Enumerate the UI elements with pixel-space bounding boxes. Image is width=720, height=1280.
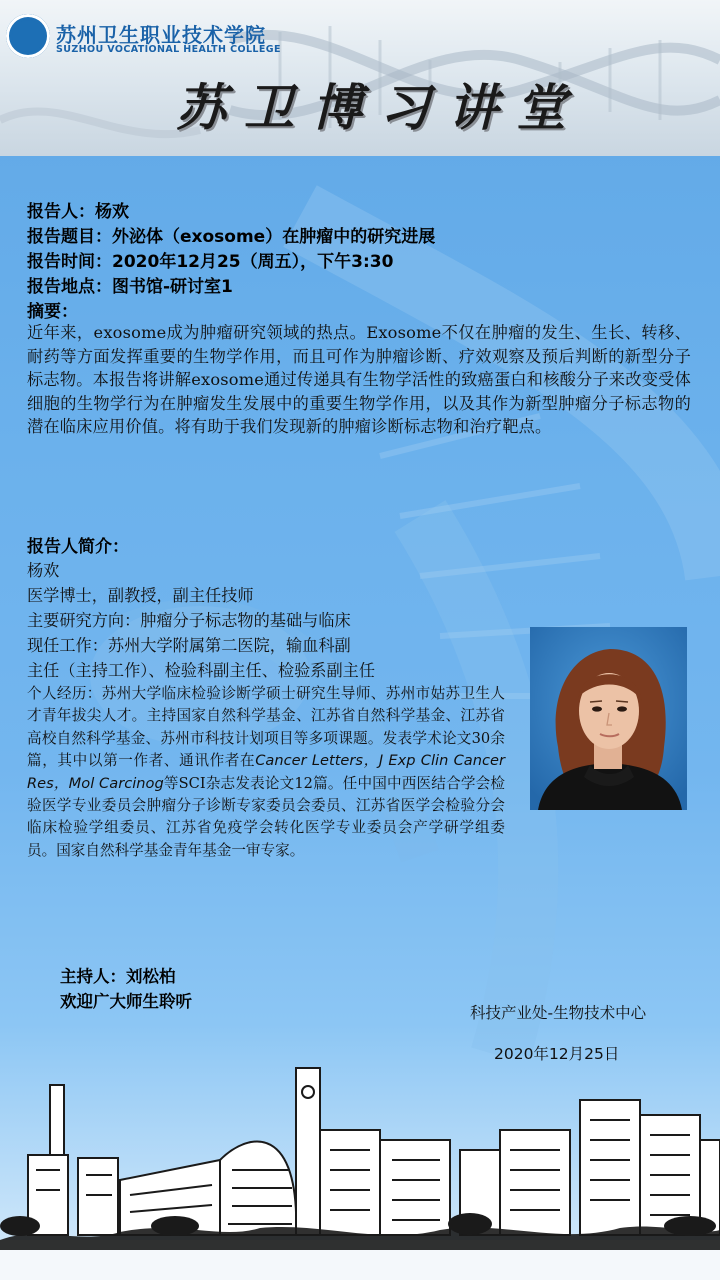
bio-detail	[27, 683, 505, 862]
topic-line: 报告题目：外泌体（exosome）在肿瘤中的研究进展	[27, 227, 436, 247]
speaker-line: 报告人：杨欢	[27, 202, 129, 222]
campus-skyline-illustration	[0, 1040, 720, 1280]
abstract-label: 摘要：	[27, 302, 78, 322]
organizer: 科技产业处-生物技术中心	[470, 1004, 647, 1022]
welcome-line: 欢迎广大师生聆听	[60, 992, 192, 1011]
bio-detail-part-a: 个人经历：苏州大学临床检验诊断学硕士研究生导师、苏州市姑苏卫生人才青年拔尖人才。主持国家自然科学基金、江苏省自然科学基金、江苏省高校自然科学基金、苏州市科技计划项目等多项课题。发表学术论文30余篇，其中以第一作者、通讯作者在	[27, 685, 505, 770]
header-banner	[0, 0, 720, 156]
college-logo-icon	[6, 14, 50, 58]
bio-work-1: 现任工作：苏州大学附属第二医院，输血科副	[27, 636, 351, 655]
bio-research: 主要研究方向：肿瘤分子标志物的基础与临床	[27, 611, 351, 630]
speaker-photo	[530, 627, 687, 810]
place-line: 报告地点：图书馆-研讨室1	[27, 277, 233, 297]
abstract-text: 近年来，exosome成为肿瘤研究领域的热点。Exosome不仅在肿瘤的发生、生长、转移、耐药等方面发挥重要的生物学作用，而且可作为肿瘤诊断、疗效观察及预后判断的新型分子标志物。本报告将讲解exosome通过传递具有生物学活性的致癌蛋白和核酸分子来改变受体细胞的生物学行为在肿瘤发生发展中的重要生物学作用，以及其作为新型肿瘤分子标志物的潜在临床应用价值。将有助于我们发现新的肿瘤诊断标志物和治疗靶点。	[27, 323, 691, 436]
bio-detail-part-b: 等SCI杂志发表论文12篇。任中国中西医结合学会检验医学专业委员会肿瘤分子诊断专家委员会委员、江苏省医学会检验分会临床检验学组委员、江苏省免疫学会转化医学专业委员会产学研学组委员。国家自然科学基金青年基金一审专家。	[27, 774, 505, 859]
college-name-en: SUZHOU VOCATIONAL HEALTH COLLEGE	[56, 44, 281, 55]
bio-title: 医学博士，副教授，副主任技师	[27, 586, 254, 605]
bio-work-2: 主任（主持工作）、检验科副主任、检验系副主任	[27, 661, 376, 680]
bio-journals: Cancer Letters，J Exp Clin Cancer Res，Mol Carcinog	[27, 752, 505, 792]
bio-label: 报告人简介：	[27, 537, 129, 557]
host-line: 主持人：刘松柏	[60, 967, 176, 986]
date: 2020年12月25日	[494, 1045, 620, 1063]
time-line: 报告时间：2020年12月25（周五），下午3:30	[27, 252, 394, 272]
bio-name: 杨欢	[27, 561, 60, 580]
college-name-cn: 苏州卫生职业技术学院	[56, 23, 266, 47]
lecture-series-title: 苏卫博习讲堂	[176, 78, 584, 137]
